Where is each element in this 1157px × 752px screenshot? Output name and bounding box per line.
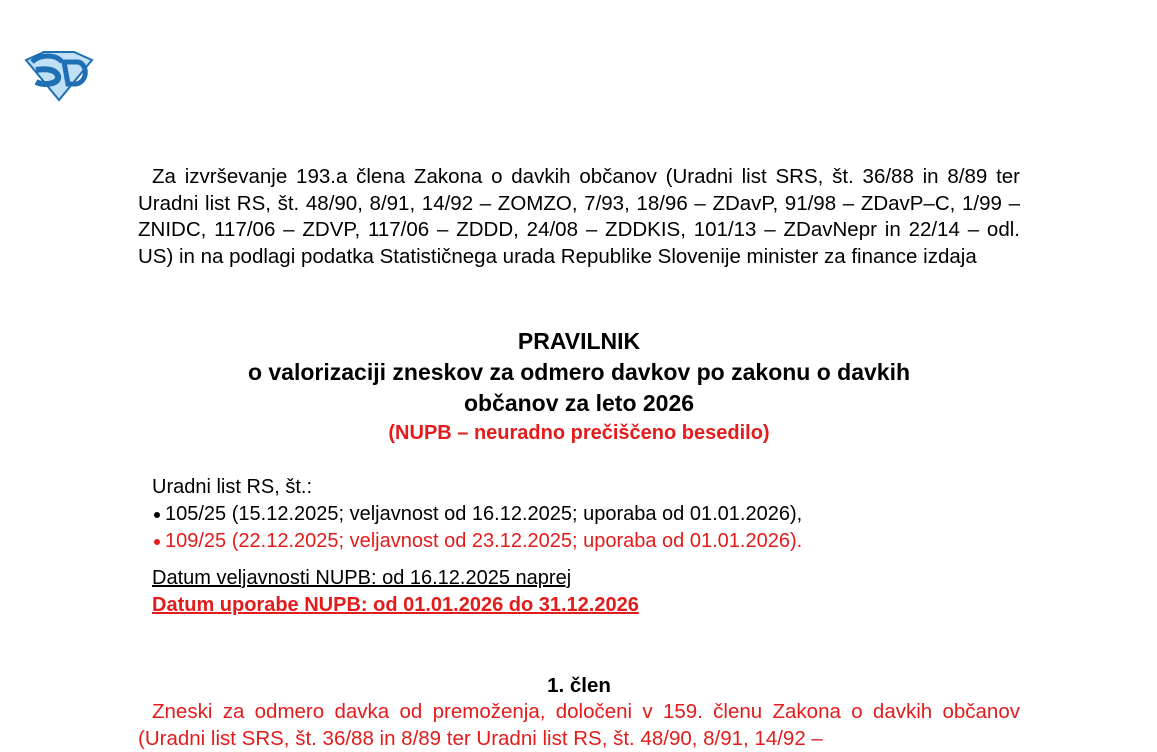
bullet-icon (154, 512, 160, 518)
reference-text: 105/25 (15.12.2025; veljavnost od 16.12.2025; uporaba od 01.01.2026), (165, 503, 803, 525)
reference-item (152, 501, 802, 528)
official-gazette-references (152, 474, 802, 555)
intro-paragraph: Za izvrševanje 193.a člena Zakona o davkih občanov (Uradni list SRS, št. 36/88 in 8/89 ter Uradni list RS, št. 48/90, 8/91, 14/92 – ZOMZO, 7/93, 18/96 – ZDavP, 91/98 – ZDavP–C, 1/99 – ZNIDC, 117/06 – ZDVP, 117/06 – ZDDD, 24/08 – ZDDKIS, 101/13 – ZDavNepr in 22/14 – odl. US) in na podlagi podatka Statističnega urada Republike Slovenije minister za finance izdaja (138, 165, 1020, 268)
reference-text: 109/25 (22.12.2025; veljavnost od 23.12.2025; uporaba od 01.01.2026). (165, 530, 803, 552)
document-subtitle (138, 357, 1020, 419)
subtitle-line-2: občanov za leto 2026 (463, 390, 695, 416)
article-heading: 1. člen (547, 674, 611, 697)
references-heading: Uradni list RS, št.: (152, 476, 313, 498)
bullet-icon (154, 539, 160, 545)
nupb-dates (152, 565, 639, 619)
article-text: Zneski za odmero davka od premoženja, določeni v 159. členu Zakona o davkih občanov (Uradni list SRS, št. 36/88 in 8/89 ter Uradni list RS, št. 48/90, 8/91, 14/92 – (138, 700, 1020, 750)
nupb-note: (NUPB – neuradno prečiščeno besedilo) (388, 422, 770, 444)
reference-item (152, 528, 802, 555)
application-date: Datum uporabe NUPB: od 01.01.2026 do 31.12.2026 (152, 594, 639, 616)
fu-rs-emblem-icon (22, 48, 96, 104)
document-title: PRAVILNIK (517, 328, 641, 354)
validity-date: Datum veljavnosti NUPB: od 16.12.2025 naprej (152, 567, 572, 589)
subtitle-line-1: o valorizaciji zneskov za odmero davkov po zakonu o davkih (247, 359, 911, 385)
